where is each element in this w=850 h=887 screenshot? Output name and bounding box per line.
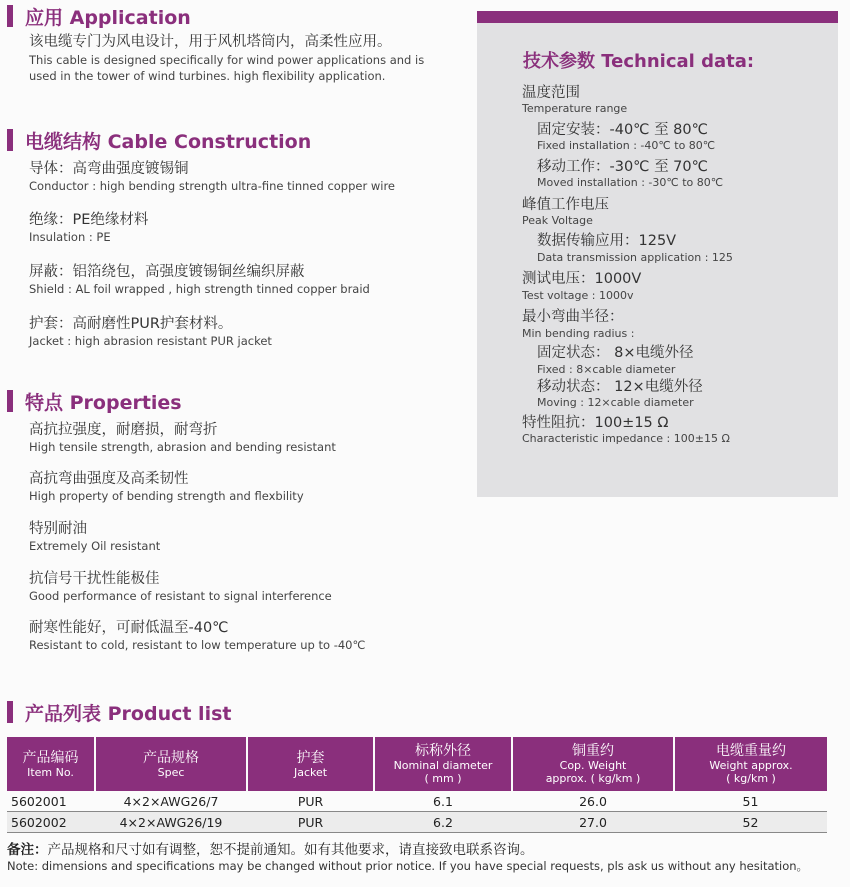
construction-item (29, 315, 272, 349)
peak-voltage-en: Peak Voltage (522, 214, 593, 227)
heading-bar (7, 129, 13, 151)
construction-item-zh: 护套：高耐磨性PUR护套材料。 (29, 316, 233, 332)
header-item-no: 产品编码 Item No. (7, 737, 95, 791)
panel-top-bar (477, 11, 838, 23)
property-item-zh: 高抗弯曲强度及高柔韧性 (29, 471, 189, 487)
property-item-zh: 抗信号干扰性能极佳 (29, 571, 160, 587)
construction-item-en: Shield : AL foil wrapped , high strength tinned copper braid (29, 282, 370, 296)
impedance-zh: 特性阻抗：100±15 Ω (522, 415, 669, 431)
construction-item (29, 263, 370, 297)
application-zh: 该电缆专门为风电设计，用于风机塔筒内，高柔性应用。 (29, 34, 392, 50)
header-spec: 产品规格 Spec (95, 737, 247, 791)
product-heading (7, 699, 231, 725)
bend-moving-zh: 移动状态： 12×电缆外径 (537, 379, 703, 395)
heading-bar (7, 5, 13, 27)
cell-jacket: PUR (247, 791, 374, 812)
header-copper-weight: 铜重约 Cop. Weight approx. ( kg/km ) (512, 737, 674, 791)
property-item-en: High tensile strength, abrasion and bending resistant (29, 440, 336, 454)
cell-weight: 52 (674, 812, 827, 833)
construction-title: 电缆结构 Cable Construction (25, 130, 312, 153)
property-item-en: Extremely Oil resistant (29, 539, 161, 553)
product-table (7, 737, 827, 833)
property-item-zh: 特别耐油 (29, 521, 87, 537)
construction-item (29, 211, 148, 245)
cell-jacket: PUR (247, 812, 374, 833)
cell-copper-weight: 27.0 (512, 812, 674, 833)
cell-diameter: 6.2 (374, 812, 512, 833)
property-item-en: Good performance of resistant to signal interference (29, 589, 332, 603)
table-row (7, 791, 827, 812)
table-row (7, 812, 827, 833)
cell-copper-weight: 26.0 (512, 791, 674, 812)
moving-install-en: Moved installation : -30℃ to 80℃ (537, 176, 724, 189)
construction-item-en: Insulation : PE (29, 230, 111, 244)
impedance-en: Characteristic impedance : 100±15 Ω (522, 432, 730, 445)
peak-voltage-zh: 峰值工作电压 (522, 197, 609, 213)
fixed-install-zh: 固定安装：-40℃ 至 80℃ (537, 122, 708, 138)
fixed-install-en: Fixed installation : -40℃ to 80℃ (537, 139, 716, 152)
technical-title: 技术参数 Technical data: (523, 51, 755, 72)
application-title: 应用 Application (25, 6, 191, 29)
moving-install-zh: 移动工作：-30℃ 至 70℃ (537, 159, 708, 175)
header-jacket: 护套 Jacket (247, 737, 374, 791)
cell-item-no: 5602002 (7, 812, 95, 833)
temperature-range-zh: 温度范围 (522, 85, 580, 101)
bend-moving-en: Moving : 12×cable diameter (537, 396, 694, 409)
header-cable-weight: 电缆重量约 Weight approx. ( kg/km ) (674, 737, 827, 791)
note-zh (7, 838, 534, 858)
properties-title: 特点 Properties (25, 391, 182, 414)
construction-item-zh: 绝缘：PE绝缘材料 (29, 212, 149, 228)
technical-data-panel (477, 11, 838, 497)
construction-item (29, 160, 395, 194)
temperature-range-en: Temperature range (522, 102, 628, 115)
application-en-1: This cable is designed specifically for wind power applications and is (29, 53, 425, 67)
construction-item-zh: 屏蔽：铝箔绕包，高强度镀锡铜丝编织屏蔽 (29, 264, 305, 280)
property-item (29, 470, 304, 504)
cell-spec: 4×2×AWG26/7 (95, 791, 247, 812)
header-nominal-diameter: 标称外径 Nominal diameter ( mm ) (374, 737, 512, 791)
properties-heading (7, 388, 182, 414)
application-heading (7, 3, 191, 29)
heading-bar (7, 390, 13, 412)
data-transmission-zh: 数据传输应用：125V (537, 233, 677, 249)
test-voltage-zh: 测试电压：1000V (522, 271, 642, 287)
property-item-en: High property of bending strength and flexbility (29, 489, 304, 503)
application-en-2: used in the tower of wind turbines. high flexibility application. (29, 69, 386, 83)
construction-item-zh: 导体：高弯曲强度镀锡铜 (29, 161, 189, 177)
property-item-zh: 高抗拉强度，耐磨损，耐弯折 (29, 422, 218, 438)
test-voltage-en: Test voltage : 1000v (522, 289, 634, 302)
note-zh-text: 产品规格和尺寸如有调整，恕不提前通知。如有其他要求，请直接致电联系咨询。 (47, 842, 534, 858)
data-transmission-en: Data transmission application : 125 (537, 251, 733, 264)
property-item-en: Resistant to cold, resistant to low temperature up to -40℃ (29, 638, 366, 652)
min-bending-zh: 最小弯曲半径： (522, 309, 624, 325)
construction-item-en: Conductor : high bending strength ultra-fine tinned copper wire (29, 179, 396, 193)
heading-bar (7, 701, 13, 723)
property-item (29, 570, 332, 604)
property-item-zh: 耐寒性能好，可耐低温至-40℃ (29, 620, 229, 636)
bend-fixed-zh: 固定状态： 8×电缆外径 (537, 345, 694, 361)
table-header-row (7, 737, 827, 791)
application-text (29, 33, 424, 84)
cell-item-no: 5602001 (7, 791, 95, 812)
construction-item-en: Jacket : high abrasion resistant PUR jacket (29, 334, 272, 348)
note-label: 备注： (7, 842, 48, 858)
bend-fixed-en: Fixed : 8×cable diameter (537, 363, 676, 376)
construction-heading (7, 127, 311, 153)
property-item (29, 421, 336, 455)
property-item (29, 520, 160, 554)
cell-weight: 51 (674, 791, 827, 812)
property-item (29, 619, 365, 653)
product-title: 产品列表 Product list (25, 702, 232, 725)
cell-spec: 4×2×AWG26/19 (95, 812, 247, 833)
note-en: Note: dimensions and specifications may be changed without prior notice. If you have special requests, pls ask us without any hesitation。 (7, 859, 809, 873)
min-bending-en: Min bending radius : (522, 327, 635, 340)
cell-diameter: 6.1 (374, 791, 512, 812)
